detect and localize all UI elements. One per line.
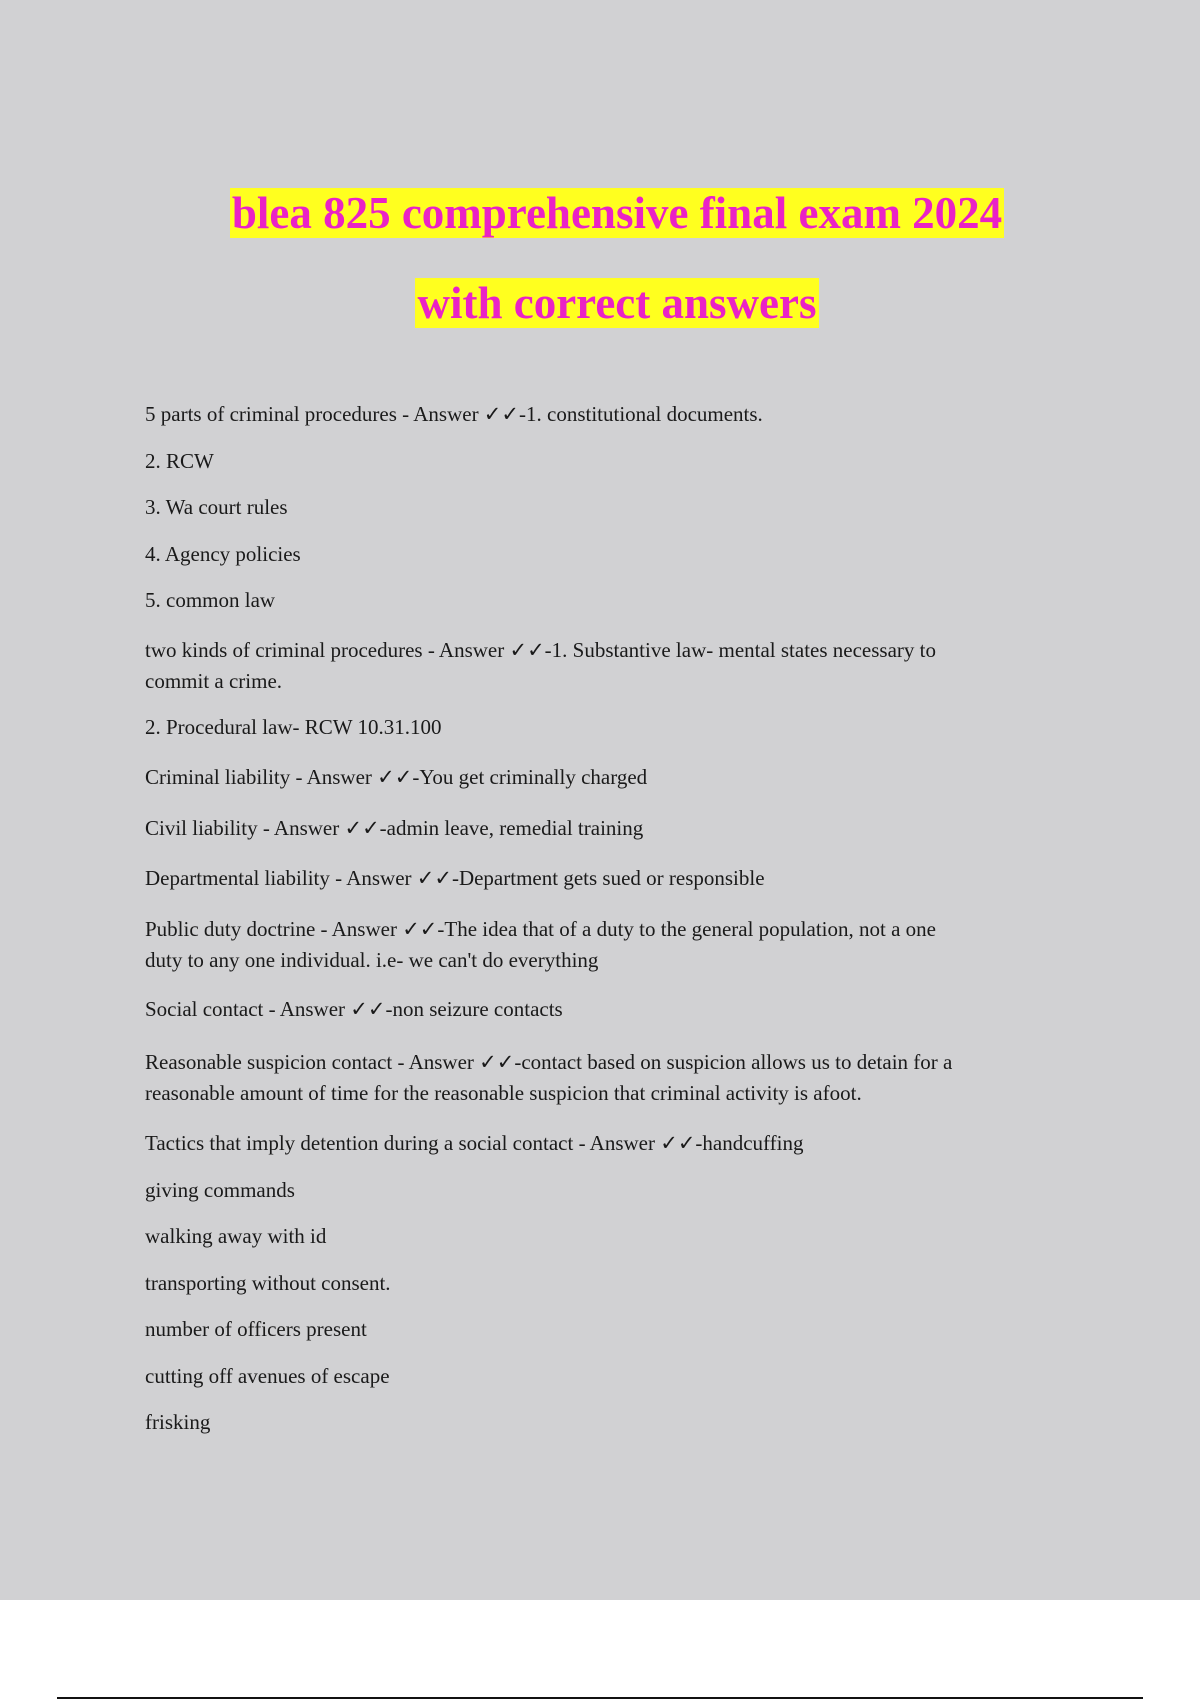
text-line: Criminal liability - Answer ✓✓-You get criminally charged <box>145 765 648 789</box>
text-line: walking away with id <box>145 1224 327 1248</box>
text-line: commit a crime. <box>145 669 283 693</box>
text-line: duty to any one individual. i.e- we can't do everything <box>145 948 599 972</box>
document-title <box>0 168 1200 348</box>
text-line: Reasonable suspicion contact - Answer ✓✓-contact based on suspicion allows us to detain for a <box>145 1050 953 1074</box>
text-line: 5 parts of criminal procedures - Answer ✓✓-1. constitutional documents. <box>145 402 763 426</box>
text-line: 4. Agency policies <box>145 542 301 566</box>
text-line: transporting without consent. <box>145 1271 391 1295</box>
text-line: Public duty doctrine - Answer ✓✓-The idea that of a duty to the general population, not a one <box>145 917 936 941</box>
title-line-1: blea 825 comprehensive final exam 2024 <box>231 188 1003 238</box>
text-line: 3. Wa court rules <box>145 495 288 519</box>
text-line: 2. RCW <box>145 449 214 473</box>
text-line: giving commands <box>145 1178 295 1202</box>
text-line: Tactics that imply detention during a social contact - Answer ✓✓-handcuffing <box>145 1131 804 1155</box>
text-line: two kinds of criminal procedures - Answer ✓✓-1. Substantive law- mental states necessary to <box>145 638 936 662</box>
text-line: Social contact - Answer ✓✓-non seizure contacts <box>145 997 563 1021</box>
text-line: reasonable amount of time for the reasonable suspicion that criminal activity is afoot. <box>145 1081 862 1105</box>
text-line: number of officers present <box>145 1317 367 1341</box>
text-line: Departmental liability - Answer ✓✓-Department gets sued or responsible <box>145 866 765 890</box>
text-line: cutting off avenues of escape <box>145 1364 390 1388</box>
text-line: frisking <box>145 1410 211 1434</box>
footer-divider <box>57 1697 1143 1699</box>
text-line: 5. common law <box>145 588 276 612</box>
text-line: Civil liability - Answer ✓✓-admin leave, remedial training <box>145 816 644 840</box>
title-line-2: with correct answers <box>417 278 817 328</box>
text-line: 2. Procedural law- RCW 10.31.100 <box>145 715 442 739</box>
